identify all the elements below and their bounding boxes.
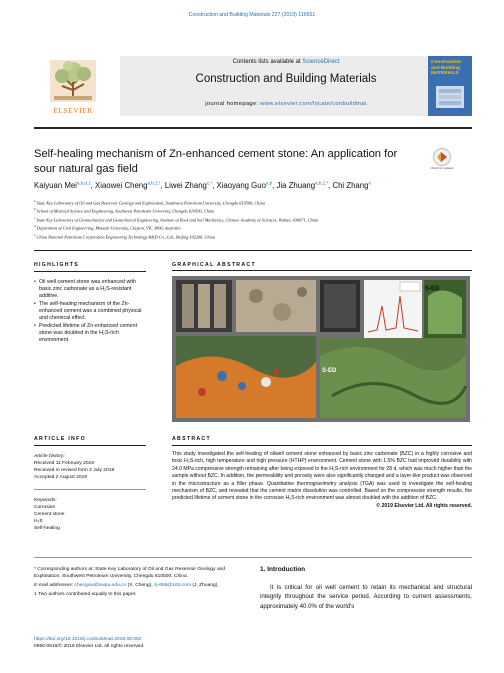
highlights-section [34, 262, 146, 345]
author[interactable]: Xiaoyang Guo$^{a,b}$, [216, 180, 277, 190]
keyword[interactable]: Corrosion [34, 505, 56, 511]
highlight-item: • Predicted lifetime of Zn-enhanced cement stone was doubled in the H₂S-rich environment. [34, 323, 146, 344]
homepage-prefix: journal homepage: [205, 101, 261, 107]
journal-title: Construction and Building Materials [195, 73, 377, 85]
email-label: E-mail addresses: [34, 583, 74, 589]
author[interactable]: Jia Zhuang$^{a,b,1,*}$, [276, 180, 333, 190]
affiliation-item: $^d$ Department of Civil Engineering, Monash University, Clayton, VIC 3800, Australia [34, 224, 181, 231]
footnotes [34, 566, 244, 598]
highlights-heading: HIGHLIGHTS [34, 262, 79, 268]
email-note: E-mail addresses: chengxw@swpu.edu.cn (X. Cheng), zj-656@163.com (J. Zhuang). [34, 583, 219, 589]
author[interactable]: Xiaowei Cheng$^{a,b,1,*}$, [95, 180, 165, 190]
affiliations [34, 199, 484, 241]
corresponding-note: * Corresponding authors at: State Key Laboratory of Oil and Gas Reservoir Geology and Exploitation, Southwest Petroleum University, Chengdu 610500, China. [34, 567, 226, 580]
ga-label: S-ED [425, 286, 440, 292]
history-received: Received 11 February 2019 [34, 461, 94, 467]
copyright: © 2019 Elsevier Ltd. All rights reserved. [376, 502, 472, 509]
graphical-abstract-heading: GRAPHICAL ABSTRACT [172, 262, 256, 268]
keyword[interactable]: Self-healing [34, 526, 60, 532]
crossmark-label: Check for updates [430, 166, 454, 170]
email-link[interactable]: chengxw@swpu.edu.cn [74, 583, 127, 589]
history-revised: Received in revised form 2 July 2019 [34, 468, 115, 474]
highlights-list [34, 279, 146, 344]
keywords-title: Keywords: [34, 497, 57, 503]
abstract-text: This study investigated the self-healing of oilwell cement stone enhanced by basic zinc carbonate (BZC) in a highly corrosive and toxic H₂S-rich, high temperature and high pressure (HTHP) environment. Cement stone with 1.5% BZC had improved durability with 24.0 MPa compressive strength remaining after being exposed to the H₂S-rich environment for 28 d, which was much higher than the sample without BZC. In addition, the permeability and porosity were also significantly changed and a layer-like product was observed in the microstructure as a filler phase. Quantitative thermogravimetry analysis (TGA) was used to investigate the self-healing mechanism of BZC, and revealed that the cement matrix dissolution was controlled. Based on the compressive strength results, the predicted lifetime of cement stone in the corrosive H₂S-rich environment was almost doubled with the addition of BZC. [172, 451, 472, 502]
journal-cover[interactable] [428, 56, 472, 116]
equal-contribution-note: 1 Two authors contributed equally to this paper. [34, 592, 137, 598]
introduction-heading: 1. Introduction [260, 566, 306, 573]
keywords [34, 497, 146, 533]
contents-prefix: Contents lists available at [232, 59, 303, 65]
introduction-section [260, 566, 472, 611]
homepage-line [120, 101, 452, 107]
elsevier-logo[interactable] [32, 56, 114, 116]
abstract-body [172, 451, 472, 510]
affiliation-item: $^b$ School of Material Science and Engineering, Southwest Petroleum University, Chengdu 610500, China [34, 207, 215, 214]
affiliation-item: $^c$ State Key Laboratory of Geomechanics and Geotechnical Engineering, Institute of Rock and Soil Mechanics, Chinese Academy of Sciences, Wuhan, 430071, China [34, 215, 319, 223]
author[interactable]: Liwei Zhang$^{c,*}$, [164, 180, 217, 190]
keyword[interactable]: Cement stone [34, 512, 65, 518]
journal-reference[interactable]: Construction and Building Materials 227 (2019) 116651 [188, 12, 316, 18]
keywords-rule [34, 489, 146, 490]
footnote-rule [34, 557, 472, 558]
abstract-heading: ABSTRACT [172, 436, 211, 442]
crossmark-badge[interactable] [432, 147, 452, 173]
homepage-link[interactable]: www.elsevier.com/locate/conbuildmat [260, 101, 367, 107]
publisher-name: ELSEVIER [53, 106, 93, 115]
contents-line [120, 59, 452, 65]
cover-title: Construction and Building MATERIALS [431, 60, 461, 77]
header-rule [34, 127, 472, 129]
article-title: Self-healing mechanism of Zn-enhanced cement stone: An application for sour natural gas field [34, 148, 398, 176]
sciencedirect-link[interactable]: ScienceDirect [302, 59, 340, 65]
cover-art-icon [428, 56, 472, 116]
highlight-item: • The self-healing mechanism of the Zn-enhanced cement was a combined physical and chemical effect. [34, 301, 146, 322]
issn-line: 0950-0618/© 2019 Elsevier Ltd. All rights reserved. [34, 644, 145, 650]
masthead-band [120, 56, 452, 116]
history-title: Article history: [34, 454, 65, 459]
keyword[interactable]: H₂S [34, 519, 43, 525]
article-info-rule [34, 445, 146, 446]
graphical-abstract-section [172, 262, 472, 268]
graphical-abstract-rule [172, 270, 472, 271]
graphical-abstract-figure [172, 276, 470, 422]
article-info-section [34, 436, 146, 532]
author[interactable]: Kaiyuan Mei$^{a,b,d,1}$, [34, 180, 96, 190]
article-info-heading: ARTICLE INFO [34, 436, 86, 442]
affiliation-item: $^a$ State Key Laboratory of Oil and Gas Reservoir Geology and Exploitation, Southwest Petroleum University, Chengdu 610500, China [34, 199, 265, 206]
highlight-item: • Oil well cement stone was enhanced with basic zinc carbonate as a H₂S-resistant additive. [34, 279, 146, 300]
doi-block [34, 636, 254, 650]
introduction-text: It is critical for oil well cement to retain its mechanical and structural integrity throughout the service period. According to current assessments, approximately 40.0% of the world's [260, 584, 472, 610]
email-link[interactable]: zj-656@163.com [153, 583, 192, 589]
elsevier-tree-icon [32, 56, 114, 106]
abstract-section [172, 436, 472, 446]
crossmark-icon [432, 147, 452, 167]
journal-masthead [32, 56, 472, 116]
author-list [34, 180, 484, 190]
history-accepted: Accepted 2 August 2019 [34, 475, 88, 481]
doi-link[interactable]: https://doi.org/10.1016/j.conbuildmat.2019.08.052 [34, 637, 142, 642]
graphical-abstract-image[interactable] [172, 276, 470, 422]
affiliations-rule [34, 250, 472, 251]
abstract-rule [172, 445, 472, 446]
author[interactable]: Chi Zhang$^e$ [332, 180, 371, 190]
affiliation-item: $^e$ China National Petroleum Corporation Engineering Technology R&D Co., Ltd., Beijing 102206, China [34, 232, 215, 239]
highlights-rule [34, 271, 146, 272]
article-history [34, 453, 146, 481]
ga-label: S-ED [322, 368, 337, 374]
